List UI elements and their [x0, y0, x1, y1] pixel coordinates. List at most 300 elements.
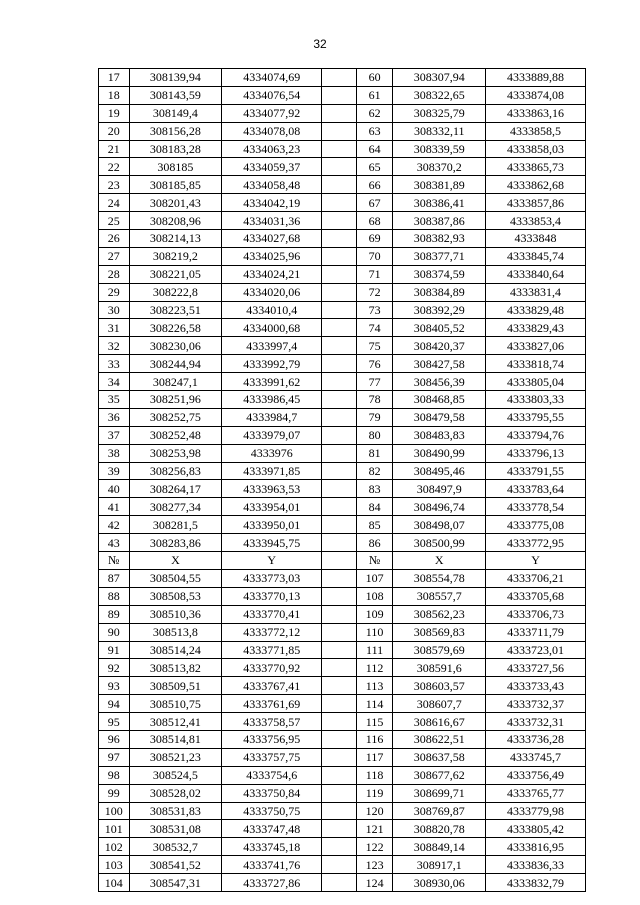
column-gap	[322, 122, 357, 140]
y-coordinate: 4333848	[486, 230, 586, 248]
point-number: 103	[99, 856, 130, 874]
y-coordinate: 4333979,07	[222, 426, 322, 444]
y-coordinate: 4333805,42	[486, 820, 586, 838]
x-coordinate: 308495,46	[393, 462, 486, 480]
table-row	[99, 212, 586, 230]
point-number: 38	[99, 444, 130, 462]
x-coordinate: 308283,86	[129, 534, 222, 552]
y-coordinate: 4333984,7	[222, 408, 322, 426]
table-row	[99, 122, 586, 140]
column-gap	[322, 766, 357, 784]
y-coordinate: 4333840,64	[486, 265, 586, 283]
column-gap	[322, 408, 357, 426]
x-coordinate: 308382,93	[393, 230, 486, 248]
point-number: 37	[99, 426, 130, 444]
y-coordinate: 4333770,41	[222, 605, 322, 623]
table-row	[99, 69, 586, 87]
point-number: 20	[99, 122, 130, 140]
y-coordinate: 4334010,4	[222, 301, 322, 319]
point-number: 99	[99, 784, 130, 802]
x-coordinate: 308579,69	[393, 641, 486, 659]
x-coordinate: 308497,9	[393, 480, 486, 498]
x-coordinate: 308322,65	[393, 86, 486, 104]
point-number: 17	[99, 69, 130, 87]
x-coordinate: 308917,1	[393, 856, 486, 874]
column-gap	[322, 355, 357, 373]
y-coordinate: 4333986,45	[222, 391, 322, 409]
column-gap	[322, 212, 357, 230]
point-number: 61	[356, 86, 393, 104]
point-number: 86	[356, 534, 393, 552]
x-coordinate: 308528,02	[129, 784, 222, 802]
x-coordinate: 308253,98	[129, 444, 222, 462]
column-gap	[322, 86, 357, 104]
x-coordinate: 308509,51	[129, 677, 222, 695]
point-number: 118	[356, 766, 393, 784]
y-coordinate: 4333963,53	[222, 480, 322, 498]
x-coordinate: 308387,86	[393, 212, 486, 230]
y-coordinate: 4333832,79	[486, 874, 586, 892]
point-number: 80	[356, 426, 393, 444]
y-coordinate: 4334042,19	[222, 194, 322, 212]
point-number: 22	[99, 158, 130, 176]
table-row	[99, 283, 586, 301]
x-coordinate: 308531,08	[129, 820, 222, 838]
table-row	[99, 838, 586, 856]
x-coordinate: 308244,94	[129, 355, 222, 373]
y-coordinate: 4333741,76	[222, 856, 322, 874]
y-coordinate: 4333858,5	[486, 122, 586, 140]
column-gap	[322, 605, 357, 623]
column-gap	[322, 391, 357, 409]
column-gap	[322, 158, 357, 176]
point-number: 71	[356, 265, 393, 283]
table-row	[99, 856, 586, 874]
header-number: №	[356, 552, 393, 570]
point-number: 73	[356, 301, 393, 319]
point-number: 29	[99, 283, 130, 301]
x-coordinate: 308513,82	[129, 659, 222, 677]
point-number: 100	[99, 802, 130, 820]
point-number: 98	[99, 766, 130, 784]
x-coordinate: 308569,83	[393, 623, 486, 641]
x-coordinate: 308374,59	[393, 265, 486, 283]
y-coordinate: 4333750,75	[222, 802, 322, 820]
table-row	[99, 408, 586, 426]
y-coordinate: 4333857,86	[486, 194, 586, 212]
y-coordinate: 4333767,41	[222, 677, 322, 695]
x-coordinate: 308479,58	[393, 408, 486, 426]
point-number: 95	[99, 713, 130, 731]
x-coordinate: 308386,41	[393, 194, 486, 212]
point-number: 39	[99, 462, 130, 480]
x-coordinate: 308149,4	[129, 104, 222, 122]
y-coordinate: 4333950,01	[222, 516, 322, 534]
table-row	[99, 426, 586, 444]
column-gap	[322, 587, 357, 605]
point-number: 96	[99, 730, 130, 748]
point-number: 82	[356, 462, 393, 480]
point-number: 79	[356, 408, 393, 426]
y-coordinate: 4334020,06	[222, 283, 322, 301]
x-coordinate: 308392,29	[393, 301, 486, 319]
y-coordinate: 4333770,92	[222, 659, 322, 677]
point-number: 113	[356, 677, 393, 695]
y-coordinate: 4333783,64	[486, 480, 586, 498]
x-coordinate: 308339,59	[393, 140, 486, 158]
point-number: 31	[99, 319, 130, 337]
point-number: 27	[99, 247, 130, 265]
x-coordinate: 308637,58	[393, 748, 486, 766]
point-number: 28	[99, 265, 130, 283]
x-coordinate: 308699,71	[393, 784, 486, 802]
table-row	[99, 301, 586, 319]
y-coordinate: 4333954,01	[222, 498, 322, 516]
y-coordinate: 4333976	[222, 444, 322, 462]
x-coordinate: 308277,34	[129, 498, 222, 516]
point-number: 34	[99, 373, 130, 391]
header-row	[99, 552, 586, 570]
x-coordinate: 308226,58	[129, 319, 222, 337]
column-gap	[322, 265, 357, 283]
x-coordinate: 308531,83	[129, 802, 222, 820]
point-number: 94	[99, 695, 130, 713]
y-coordinate: 4334063,23	[222, 140, 322, 158]
point-number: 63	[356, 122, 393, 140]
y-coordinate: 4334074,69	[222, 69, 322, 87]
x-coordinate: 308607,7	[393, 695, 486, 713]
x-coordinate: 308264,17	[129, 480, 222, 498]
y-coordinate: 4333732,37	[486, 695, 586, 713]
column-gap	[322, 462, 357, 480]
table-row	[99, 104, 586, 122]
table-row	[99, 748, 586, 766]
table-row	[99, 140, 586, 158]
column-gap	[322, 659, 357, 677]
x-coordinate: 308541,52	[129, 856, 222, 874]
column-gap	[322, 552, 357, 570]
column-gap	[322, 69, 357, 87]
y-coordinate: 4334076,54	[222, 86, 322, 104]
x-coordinate: 308849,14	[393, 838, 486, 856]
y-coordinate: 4333945,75	[222, 534, 322, 552]
point-number: 123	[356, 856, 393, 874]
header-x: X	[393, 552, 486, 570]
point-number: 97	[99, 748, 130, 766]
y-coordinate: 4333723,01	[486, 641, 586, 659]
y-coordinate: 4333727,56	[486, 659, 586, 677]
y-coordinate: 4333745,7	[486, 748, 586, 766]
x-coordinate: 308490,99	[393, 444, 486, 462]
point-number: 122	[356, 838, 393, 856]
x-coordinate: 308456,39	[393, 373, 486, 391]
point-number: 84	[356, 498, 393, 516]
point-number: 65	[356, 158, 393, 176]
y-coordinate: 4333733,43	[486, 677, 586, 695]
x-coordinate: 308201,43	[129, 194, 222, 212]
y-coordinate: 4333803,33	[486, 391, 586, 409]
table-row	[99, 820, 586, 838]
y-coordinate: 4333756,49	[486, 766, 586, 784]
x-coordinate: 308513,8	[129, 623, 222, 641]
y-coordinate: 4334025,96	[222, 247, 322, 265]
point-number: 89	[99, 605, 130, 623]
point-number: 70	[356, 247, 393, 265]
x-coordinate: 308222,8	[129, 283, 222, 301]
column-gap	[322, 820, 357, 838]
table-row	[99, 444, 586, 462]
y-coordinate: 4333874,08	[486, 86, 586, 104]
point-number: 75	[356, 337, 393, 355]
column-gap	[322, 641, 357, 659]
x-coordinate: 308377,71	[393, 247, 486, 265]
point-number: 111	[356, 641, 393, 659]
column-gap	[322, 426, 357, 444]
point-number: 83	[356, 480, 393, 498]
y-coordinate: 4333862,68	[486, 176, 586, 194]
table-row	[99, 265, 586, 283]
column-gap	[322, 730, 357, 748]
table-row	[99, 874, 586, 892]
x-coordinate: 308510,36	[129, 605, 222, 623]
point-number: 68	[356, 212, 393, 230]
y-coordinate: 4333779,98	[486, 802, 586, 820]
point-number: 110	[356, 623, 393, 641]
x-coordinate: 308622,51	[393, 730, 486, 748]
y-coordinate: 4334024,21	[222, 265, 322, 283]
column-gap	[322, 516, 357, 534]
point-number: 19	[99, 104, 130, 122]
point-number: 35	[99, 391, 130, 409]
y-coordinate: 4333770,13	[222, 587, 322, 605]
point-number: 26	[99, 230, 130, 248]
point-number: 69	[356, 230, 393, 248]
point-number: 81	[356, 444, 393, 462]
column-gap	[322, 319, 357, 337]
y-coordinate: 4333831,4	[486, 283, 586, 301]
point-number: 112	[356, 659, 393, 677]
table-row	[99, 659, 586, 677]
y-coordinate: 4333765,77	[486, 784, 586, 802]
table-row	[99, 713, 586, 731]
x-coordinate: 308251,96	[129, 391, 222, 409]
x-coordinate: 308247,1	[129, 373, 222, 391]
point-number: 114	[356, 695, 393, 713]
point-number: 30	[99, 301, 130, 319]
column-gap	[322, 337, 357, 355]
x-coordinate: 308384,89	[393, 283, 486, 301]
point-number: 115	[356, 713, 393, 731]
y-coordinate: 4333827,06	[486, 337, 586, 355]
column-gap	[322, 784, 357, 802]
column-gap	[322, 444, 357, 462]
x-coordinate: 308769,87	[393, 802, 486, 820]
column-gap	[322, 534, 357, 552]
table-row	[99, 176, 586, 194]
header-number: №	[99, 552, 130, 570]
point-number: 87	[99, 569, 130, 587]
table-row	[99, 373, 586, 391]
y-coordinate: 4333747,48	[222, 820, 322, 838]
table-row	[99, 569, 586, 587]
x-coordinate: 308514,81	[129, 730, 222, 748]
y-coordinate: 4333991,62	[222, 373, 322, 391]
y-coordinate: 4333805,04	[486, 373, 586, 391]
table-row	[99, 391, 586, 409]
point-number: 74	[356, 319, 393, 337]
x-coordinate: 308427,58	[393, 355, 486, 373]
point-number: 72	[356, 283, 393, 301]
column-gap	[322, 230, 357, 248]
column-gap	[322, 373, 357, 391]
y-coordinate: 4333853,4	[486, 212, 586, 230]
table-row	[99, 462, 586, 480]
y-coordinate: 4333750,84	[222, 784, 322, 802]
point-number: 40	[99, 480, 130, 498]
x-coordinate: 308820,78	[393, 820, 486, 838]
y-coordinate: 4333778,54	[486, 498, 586, 516]
point-number: 120	[356, 802, 393, 820]
point-number: 93	[99, 677, 130, 695]
y-coordinate: 4333794,76	[486, 426, 586, 444]
table-row	[99, 534, 586, 552]
point-number: 109	[356, 605, 393, 623]
x-coordinate: 308547,31	[129, 874, 222, 892]
point-number: 67	[356, 194, 393, 212]
y-coordinate: 4334027,68	[222, 230, 322, 248]
column-gap	[322, 194, 357, 212]
table-row	[99, 730, 586, 748]
y-coordinate: 4334078,08	[222, 122, 322, 140]
y-coordinate: 4333796,13	[486, 444, 586, 462]
x-coordinate: 308370,2	[393, 158, 486, 176]
x-coordinate: 308557,7	[393, 587, 486, 605]
y-coordinate: 4334058,48	[222, 176, 322, 194]
y-coordinate: 4333816,95	[486, 838, 586, 856]
y-coordinate: 4333757,75	[222, 748, 322, 766]
x-coordinate: 308143,59	[129, 86, 222, 104]
y-coordinate: 4333706,21	[486, 569, 586, 587]
point-number: 66	[356, 176, 393, 194]
point-number: 117	[356, 748, 393, 766]
point-number: 42	[99, 516, 130, 534]
y-coordinate: 4333836,33	[486, 856, 586, 874]
y-coordinate: 4333863,16	[486, 104, 586, 122]
y-coordinate: 4333732,31	[486, 713, 586, 731]
x-coordinate: 308405,52	[393, 319, 486, 337]
column-gap	[322, 283, 357, 301]
point-number: 62	[356, 104, 393, 122]
point-number: 60	[356, 69, 393, 87]
x-coordinate: 308281,5	[129, 516, 222, 534]
y-coordinate: 4334077,92	[222, 104, 322, 122]
y-coordinate: 4333992,79	[222, 355, 322, 373]
x-coordinate: 308219,2	[129, 247, 222, 265]
x-coordinate: 308616,67	[393, 713, 486, 731]
table-row	[99, 605, 586, 623]
point-number: 92	[99, 659, 130, 677]
y-coordinate: 4333971,85	[222, 462, 322, 480]
table-row	[99, 230, 586, 248]
table-row	[99, 623, 586, 641]
x-coordinate: 308307,94	[393, 69, 486, 87]
table-row	[99, 86, 586, 104]
x-coordinate: 308512,41	[129, 713, 222, 731]
x-coordinate: 308677,62	[393, 766, 486, 784]
column-gap	[322, 802, 357, 820]
point-number: 124	[356, 874, 393, 892]
x-coordinate: 308496,74	[393, 498, 486, 516]
column-gap	[322, 713, 357, 731]
y-coordinate: 4333772,95	[486, 534, 586, 552]
table-row	[99, 784, 586, 802]
y-coordinate: 4333761,69	[222, 695, 322, 713]
y-coordinate: 4333756,95	[222, 730, 322, 748]
point-number: 78	[356, 391, 393, 409]
x-coordinate: 308332,11	[393, 122, 486, 140]
point-number: 25	[99, 212, 130, 230]
table-row	[99, 319, 586, 337]
point-number: 77	[356, 373, 393, 391]
table-row	[99, 641, 586, 659]
x-coordinate: 308208,96	[129, 212, 222, 230]
y-coordinate: 4333829,48	[486, 301, 586, 319]
table-row	[99, 695, 586, 713]
y-coordinate: 4333775,08	[486, 516, 586, 534]
y-coordinate: 4333858,03	[486, 140, 586, 158]
x-coordinate: 308930,06	[393, 874, 486, 892]
point-number: 88	[99, 587, 130, 605]
table-row	[99, 355, 586, 373]
y-coordinate: 4333818,74	[486, 355, 586, 373]
table-row	[99, 194, 586, 212]
y-coordinate: 4333754,6	[222, 766, 322, 784]
point-number: 21	[99, 140, 130, 158]
x-coordinate: 308185,85	[129, 176, 222, 194]
point-number: 91	[99, 641, 130, 659]
point-number: 119	[356, 784, 393, 802]
point-number: 41	[99, 498, 130, 516]
x-coordinate: 308603,57	[393, 677, 486, 695]
x-coordinate: 308562,23	[393, 605, 486, 623]
x-coordinate: 308483,83	[393, 426, 486, 444]
point-number: 64	[356, 140, 393, 158]
y-coordinate: 4334059,37	[222, 158, 322, 176]
y-coordinate: 4333758,57	[222, 713, 322, 731]
column-gap	[322, 695, 357, 713]
y-coordinate: 4333889,88	[486, 69, 586, 87]
point-number: 101	[99, 820, 130, 838]
column-gap	[322, 838, 357, 856]
point-number: 24	[99, 194, 130, 212]
point-number: 90	[99, 623, 130, 641]
column-gap	[322, 498, 357, 516]
header-y: Y	[222, 552, 322, 570]
x-coordinate: 308554,78	[393, 569, 486, 587]
column-gap	[322, 748, 357, 766]
table-row	[99, 498, 586, 516]
point-number: 121	[356, 820, 393, 838]
column-gap	[322, 140, 357, 158]
coordinates-table	[98, 68, 586, 892]
x-coordinate: 308139,94	[129, 69, 222, 87]
x-coordinate: 308381,89	[393, 176, 486, 194]
header-x: X	[129, 552, 222, 570]
x-coordinate: 308498,07	[393, 516, 486, 534]
point-number: 107	[356, 569, 393, 587]
x-coordinate: 308510,75	[129, 695, 222, 713]
x-coordinate: 308508,53	[129, 587, 222, 605]
